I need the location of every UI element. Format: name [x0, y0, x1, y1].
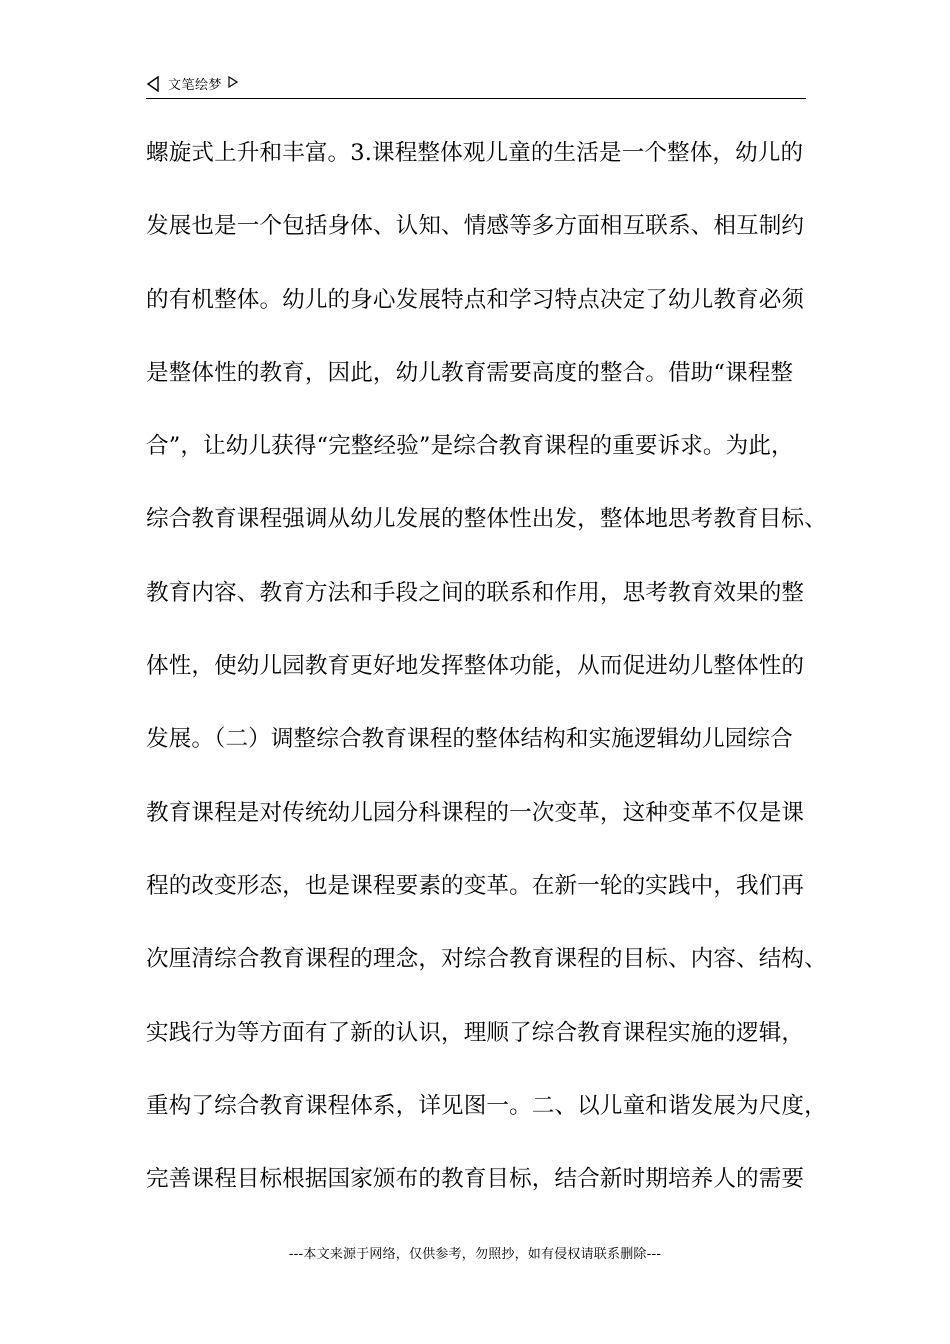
body-line: 教育课程是对传统幼儿园分科课程的一次变革，这种变革不仅是课	[146, 799, 805, 826]
page-footer: ---本文来源于网络，仅供参考，勿照抄，如有侵权请联系删除---	[288, 1247, 662, 1262]
page-header	[146, 72, 806, 99]
body-line: 综合教育课程强调从幼儿发展的整体性出发，整体地思考教育目标、	[146, 506, 827, 533]
body-line: 体性，使幼儿园教育更好地发挥整体功能，从而促进幼儿整体性的	[146, 653, 805, 680]
body-line: 是整体性的教育，因此，幼儿教育需要高度的整合。借助“课程整	[146, 359, 794, 386]
document-body	[146, 134, 827, 1233]
body-line: 完善课程目标根据国家颁布的教育目标，结合新时期培养人的需要	[146, 1166, 805, 1193]
header-title: 文笔绘梦	[168, 78, 223, 93]
body-line: 次厘清综合教育课程的理念，对综合教育课程的目标、内容、结构、	[146, 946, 827, 973]
body-line: 程的改变形态，也是课程要素的变革。在新一轮的实践中，我们再	[146, 872, 805, 899]
body-line: 螺旋式上升和丰富。3.课程整体观儿童的生活是一个整体，幼儿的	[146, 140, 804, 166]
body-line: 教育内容、教育方法和手段之间的联系和作用，思考教育效果的整	[146, 579, 805, 606]
left-triangle-icon	[146, 76, 160, 92]
body-line: 发展也是一个包括身体、认知、情感等多方面相互联系、相互制约	[146, 213, 805, 240]
body-line: 发展。（二）调整综合教育课程的整体结构和实施逻辑幼儿园综合	[146, 726, 793, 753]
body-line: 合”，让幼儿获得“完整经验”是综合教育课程的重要诉求。为此，	[146, 433, 794, 460]
header-bar	[146, 74, 242, 93]
body-line: 实践行为等方面有了新的认识，理顺了综合教育课程实施的逻辑，	[146, 1019, 805, 1046]
right-triangle-icon	[228, 76, 242, 92]
body-line: 重构了综合教育课程体系，详见图一。二、以儿童和谐发展为尺度，	[146, 1092, 827, 1119]
body-line: 的有机整体。幼儿的身心发展特点和学习特点决定了幼儿教育必须	[146, 286, 805, 313]
